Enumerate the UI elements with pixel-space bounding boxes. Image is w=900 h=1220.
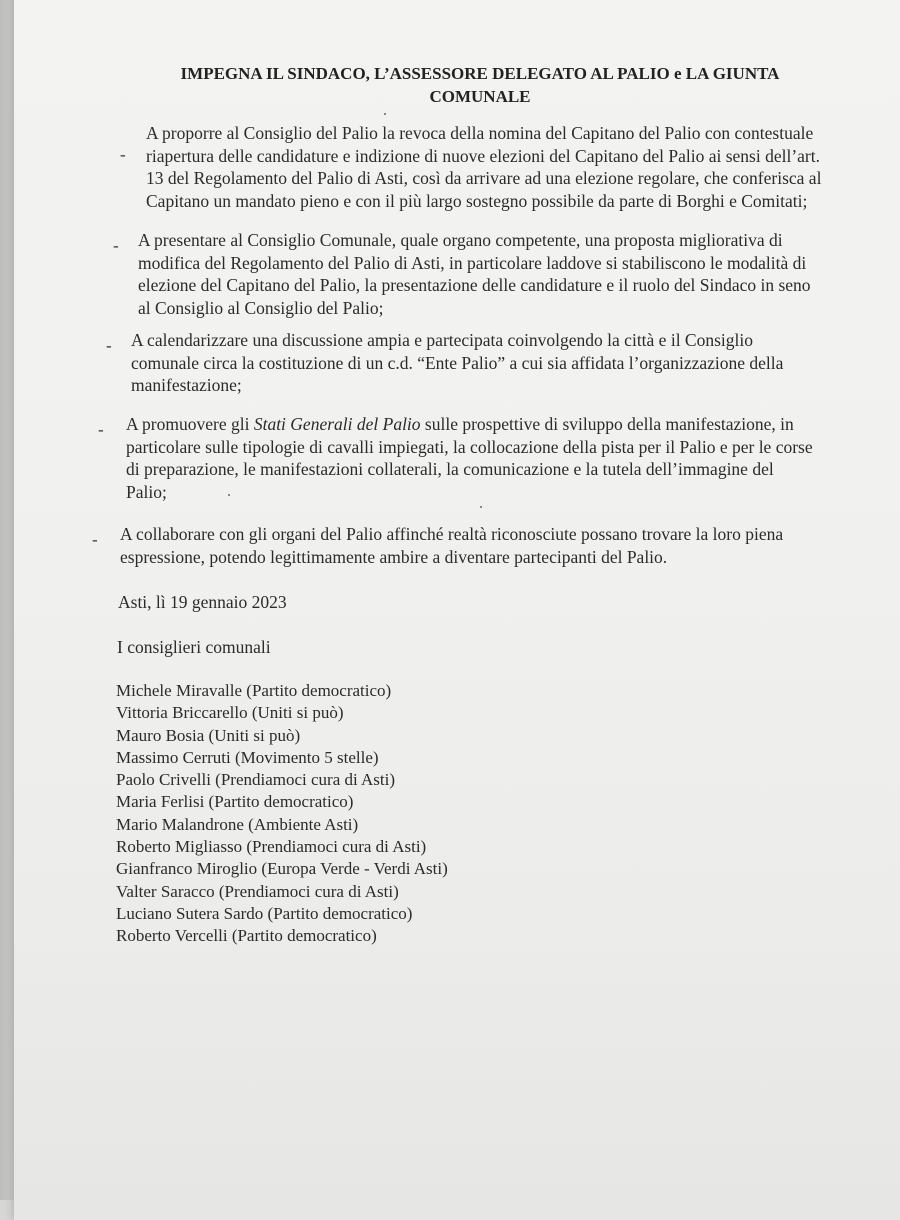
signers-list bbox=[116, 680, 448, 948]
document-date: Asti, lì 19 gennaio 2023 bbox=[118, 592, 287, 612]
signer-name: Gianfranco Miroglio (Europa Verde - Verdi Asti) bbox=[116, 859, 448, 879]
signer-name: Mario Malandrone (Ambiente Asti) bbox=[116, 814, 359, 834]
paper-speck bbox=[384, 113, 386, 115]
commitment-item-2 bbox=[138, 229, 878, 319]
item-line: manifestazione; bbox=[131, 375, 242, 395]
bullet-dash: - bbox=[113, 236, 119, 255]
signers-heading: I consiglieri comunali bbox=[117, 637, 271, 657]
bullet-dash: - bbox=[106, 336, 112, 355]
paper-speck bbox=[228, 494, 230, 496]
item-line: Palio; bbox=[126, 481, 167, 502]
item-line: A collaborare con gli organi del Palio affinché realtà riconosciute possano trovare la loro piena bbox=[120, 524, 784, 544]
commitment-item-1 bbox=[146, 122, 876, 212]
signer-name: Roberto Vercelli (Partito democratico) bbox=[116, 926, 377, 946]
item-line: 13 del Regolamento del Palio di Asti, così da arrivare ad una elezione regolare, che conferisca al bbox=[146, 168, 822, 188]
item-line: A proporre al Consiglio del Palio la revoca della nomina del Capitano del Palio con contestuale bbox=[146, 123, 814, 143]
signer-name: Michele Miravalle (Partito democratico) bbox=[116, 681, 392, 700]
item-line: riapertura delle candidature e indizione di nuove elezioni del Capitano del Palio ai sensi dell’art. bbox=[146, 145, 820, 166]
item-line: elezione del Capitano del Palio, la presentazione delle candidature e il ruolo del Sindaco in seno bbox=[138, 275, 811, 295]
item-line: A calendarizzare una discussione ampia e partecipata coinvolgendo la città e il Consiglio bbox=[131, 330, 753, 350]
item-line: espressione, potendo legittimamente ambire a diventare partecipanti del Palio. bbox=[120, 546, 668, 567]
signer-name: Vittoria Briccarello (Uniti si può) bbox=[116, 703, 344, 723]
item-line: modifica del Regolamento del Palio di Asti, in particolare laddove si stabiliscono le modalità di bbox=[138, 252, 807, 273]
commitment-item-3 bbox=[131, 329, 871, 397]
signer-name: Roberto Migliasso (Prendiamoci cura di Asti) bbox=[116, 837, 427, 857]
signer-name: Paolo Crivelli (Prendiamoci cura di Asti) bbox=[116, 770, 396, 790]
commitment-item-4 bbox=[126, 413, 876, 503]
bullet-dash: - bbox=[98, 420, 104, 439]
item-line: di preparazione, le manifestazioni collaterali, la comunicazione e la tutela dell’immagine del bbox=[126, 459, 774, 479]
item-line: comunale circa la costituzione di un c.d. “Ente Palio” a cui sia affidata l’organizzazione della bbox=[131, 352, 784, 373]
item-line: Capitano un mandato pieno e con il più largo sostegno possibile da parte di Borghi e Comitati; bbox=[146, 190, 808, 211]
signer-name: Luciano Sutera Sardo (Partito democratico) bbox=[116, 903, 413, 923]
paper-speck bbox=[480, 506, 482, 508]
bullet-dash: - bbox=[120, 145, 126, 164]
item-line: al Consiglio al Consiglio del Palio; bbox=[138, 297, 384, 318]
signer-name: Valter Saracco (Prendiamoci cura di Asti) bbox=[116, 881, 399, 901]
item-line-end: sulle prospettive di sviluppo della manifestazione, in bbox=[420, 414, 794, 434]
item-line bbox=[126, 413, 876, 436]
bullet-dash: - bbox=[92, 530, 98, 549]
document-title: IMPEGNA IL SINDACO, L’ASSESSORE DELEGATO AL PALIO e LA GIUNTA COMUNALE bbox=[180, 64, 780, 106]
italic-phrase: Stati Generali del Palio bbox=[253, 414, 421, 434]
signer-name: Maria Ferlisi (Partito democratico) bbox=[116, 792, 354, 812]
item-line: A presentare al Consiglio Comunale, quale organo competente, una proposta migliorativa di bbox=[138, 230, 783, 250]
signer-name: Mauro Bosia (Uniti si può) bbox=[116, 725, 301, 745]
item-line: particolare sulle tipologie di cavalli impiegati, la collocazione della pista per il Palio e per le corse bbox=[126, 436, 813, 457]
signer-name: Massimo Cerruti (Movimento 5 stelle) bbox=[116, 747, 379, 767]
item-line-start: A promuovere gli bbox=[126, 414, 254, 434]
commitment-item-5 bbox=[120, 523, 880, 568]
